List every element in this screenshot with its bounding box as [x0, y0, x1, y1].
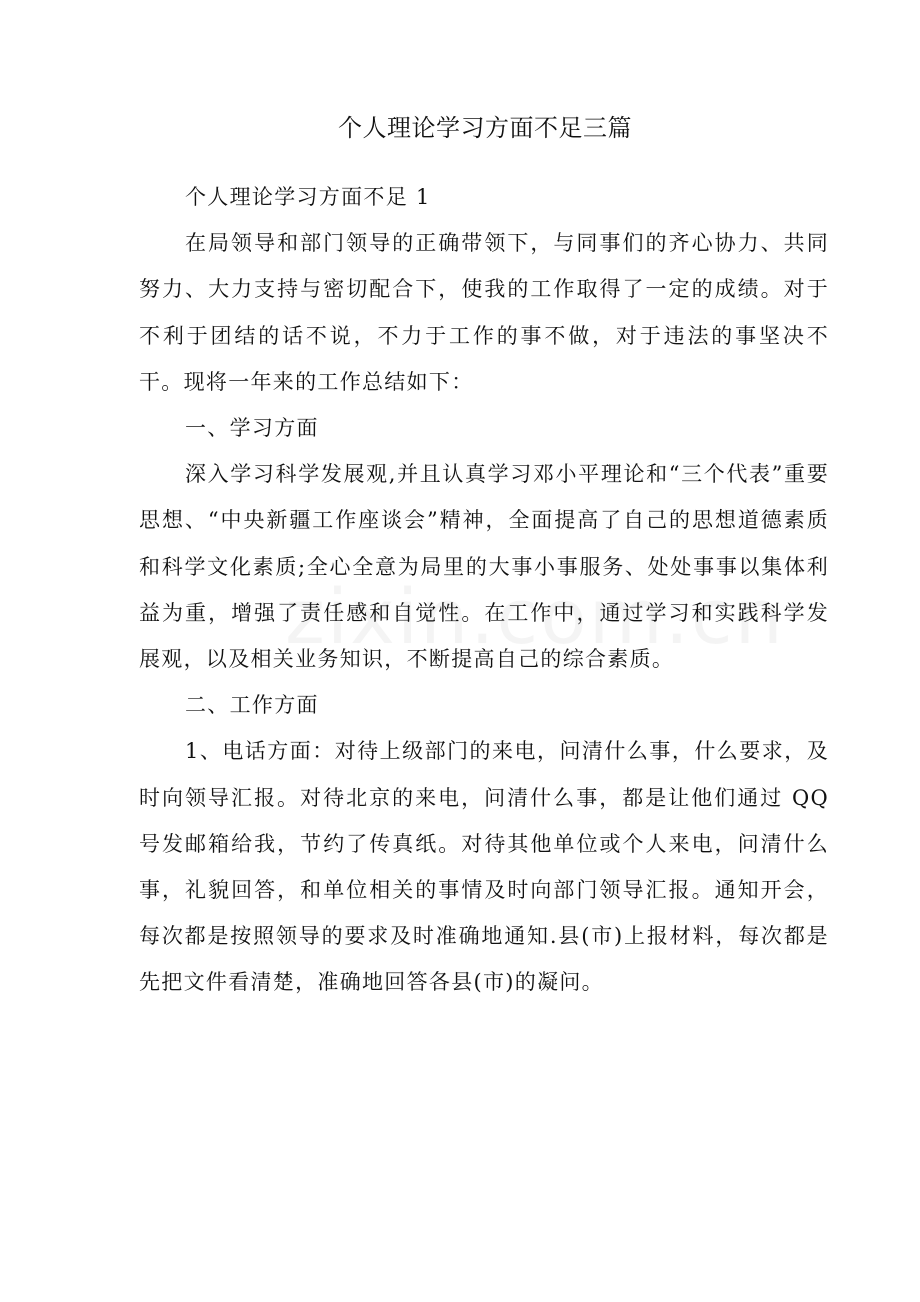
body-paragraph-intro: 在局领导和部门领导的正确带领下，与同事们的齐心协力、共同努力、大力支持与密切配合下，使我的工作取得了一定的成绩。对于不利于团结的话不说，不力于工作的事不做，对于违法的事坚决不干。现将一年来的工作总结如下： — [139, 231, 829, 394]
document-body — [139, 174, 829, 1006]
document-title: 个人理论学习方面不足三篇 — [338, 114, 632, 142]
subheading-study: 一、学习方面 — [185, 416, 319, 441]
body-paragraph-phone: 1、电话方面：对待上级部门的来电，问清什么事，什么要求，及时向领导汇报。对待北京的来电，问清什么事，都是让他们通过 QQ 号发邮箱给我，节约了传真纸。对待其他单位或个人来电，问清什么事，礼貌回答，和单位相关的事情及时向部门领导汇报。通知开会，每次都是按照领导的要求及时准确地通知.县(市)上报材料，每次都是先把文件看清楚，准确地回答各县(市)的凝问。 — [139, 739, 829, 995]
body-paragraph-study: 深入学习科学发展观,并且认真学习邓小平理论和“三个代表”重要思想、“中央新疆工作座谈会”精神，全面提高了自己的思想道德素质和科学文化素质;全心全意为局里的大事小事服务、处处事事以集体利益为重，增强了责任感和自觉性。在工作中，通过学习和实践科学发展观，以及相关业务知识，不断提高自己的综合素质。 — [139, 462, 829, 672]
subheading-work: 二、工作方面 — [185, 693, 319, 718]
section-heading-1: 个人理论学习方面不足 1 — [185, 185, 431, 209]
